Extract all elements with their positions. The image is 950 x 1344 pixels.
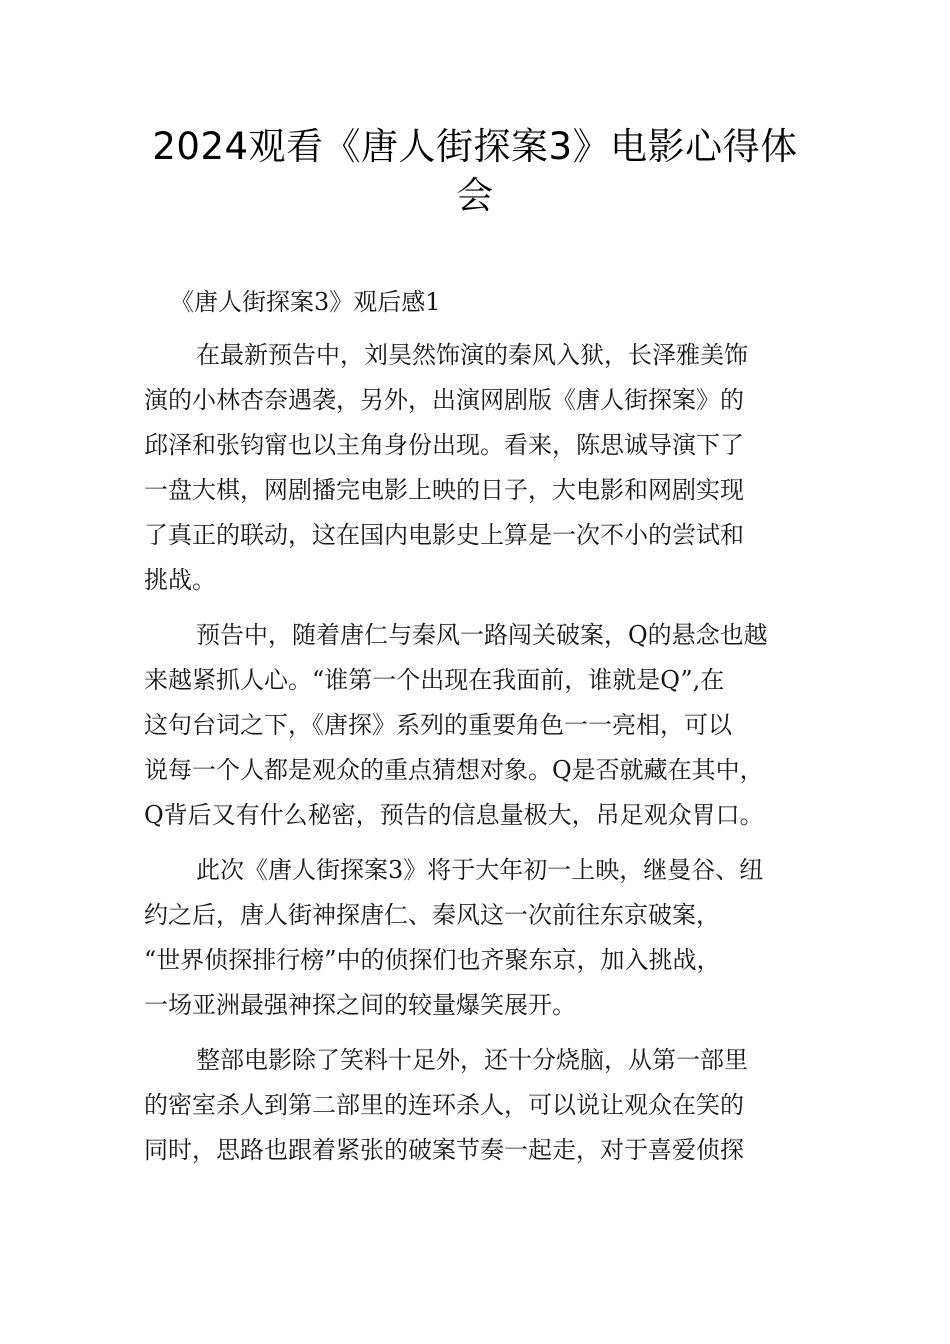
title-line-2: 会 — [456, 174, 494, 217]
paragraph-1 — [144, 333, 810, 603]
paragraph-line: 演的小林杏奈遇袭，另外，出演网剧版《唐人街探案》的 — [144, 386, 744, 414]
paragraph-line: 邱泽和张钧甯也以主角身份出现。看来，陈思诚导演下了 — [144, 431, 744, 459]
paragraph-3 — [144, 848, 810, 1028]
paragraph-line: 约之后，唐人街神探唐仁、秦风这一次前往东京破案， — [144, 901, 720, 929]
paragraph-line: 同时，思路也跟着紧张的破案节奏一起走，对于喜爱侦探 — [144, 1136, 744, 1164]
paragraph-line: 此次《唐人街探案3》将于大年初一上映，继曼谷、纽 — [196, 856, 764, 884]
paragraph-line: 挑战。 — [144, 566, 216, 594]
paragraph-line: 这句台词之下，《唐探》系列的重要角色一一亮相，可以 — [144, 711, 732, 739]
paragraph-line: 的密室杀人到第二部里的连环杀人，可以说让观众在笑的 — [144, 1091, 744, 1119]
paragraph-line: 一盘大棋，网剧播完电影上映的日子，大电影和网剧实现 — [144, 476, 744, 504]
paragraph-line: 一场亚洲最强神探之间的较量爆笑展开。 — [144, 991, 576, 1019]
section-heading: 《唐人街探案3》观后感1 — [170, 288, 441, 316]
paragraph-line: “世界侦探排行榜”中的侦探们也齐聚东京，加入挑战， — [144, 946, 721, 974]
paragraph-line: 预告中，随着唐仁与秦风一路闯关破案，Q的悬念也越 — [196, 621, 768, 649]
paragraph-2 — [144, 613, 810, 838]
document-title — [140, 122, 810, 220]
paragraph-line: 整部电影除了笑料十足外，还十分烧脑，从第一部里 — [196, 1046, 748, 1074]
paragraph-line: 了真正的联动，这在国内电影史上算是一次不小的尝试和 — [144, 521, 744, 549]
paragraph-4 — [144, 1038, 810, 1173]
title-line-1: 2024观看《唐人街探案3》电影心得体 — [152, 125, 798, 168]
paragraph-line: 来越紧抓人心。“谁第一个出现在我面前，谁就是Q”,在 — [144, 666, 725, 694]
paragraph-line: 说每一个人都是观众的重点猜想对象。Q是否就藏在其中， — [144, 756, 764, 784]
paragraph-line: 在最新预告中，刘昊然饰演的秦风入狱，长泽雅美饰 — [196, 341, 748, 369]
document-body — [144, 280, 810, 1173]
paragraph-line: Q背后又有什么秘密，预告的信息量极大，吊足观众胃口。 — [144, 801, 764, 829]
